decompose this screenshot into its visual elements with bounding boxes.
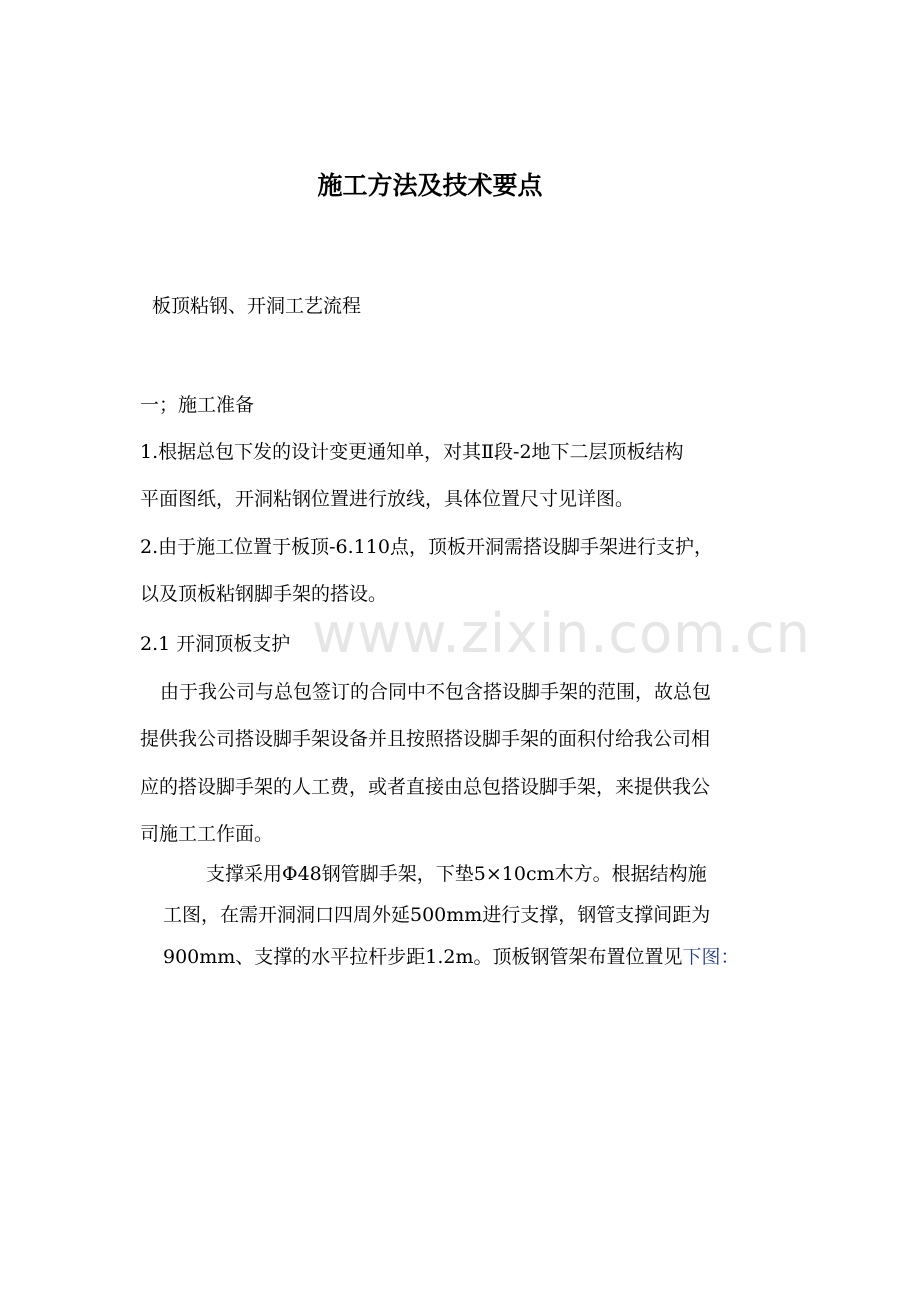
paragraph-1-line-1: 由于我公司与总包签订的合同中不包含搭设脚手架的范围，故总包: [160, 681, 712, 703]
item-2-line-1: 2.由于施工位置于板顶-6.110点，顶板开洞需搭设脚手架进行支护，: [140, 536, 713, 558]
document-subtitle: 板顶粘钢、开洞工艺流程: [152, 295, 362, 317]
item-2-line-2: 以及顶板粘钢脚手架的搭设。: [140, 583, 388, 605]
document-title: 施工方法及技术要点: [317, 171, 543, 200]
paragraph-2-line-2: 工图，在需开洞洞口四周外延500mm进行支撑，钢管支撑间距为: [163, 904, 711, 926]
paragraph-2-line-1: 支撑采用Φ48钢管脚手架，下垫5×10cm木方。根据结构施: [206, 863, 707, 885]
paragraph-2-line-3-text: 900mm、支撑的水平拉杆步距1.2m。顶板钢管架布置位置见: [163, 946, 683, 968]
paragraph-1-line-4: 司施工工作面。: [140, 823, 274, 845]
item-1-line-2: 平面图纸，开洞粘钢位置进行放线，具体位置尺寸见详图。: [140, 488, 635, 510]
watermark-text: www.zixin.com.cn: [312, 602, 811, 665]
section-2-1-heading: 2.1 开洞顶板支护: [140, 633, 291, 655]
item-1-line-1: 1.根据总包下发的设计变更通知单，对其Ⅱ段-2地下二层顶板结构: [140, 441, 684, 463]
section-1-heading: 一；施工准备: [140, 394, 255, 416]
paragraph-2-line-3: [163, 945, 740, 969]
figure-reference-link[interactable]: 下图：: [682, 946, 740, 968]
paragraph-1-line-2: 提供我公司搭设脚手架设备并且按照搭设脚手架的面积付给我公司相: [140, 728, 711, 750]
paragraph-1-line-3: 应的搭设脚手架的人工费，或者直接由总包搭设脚手架，来提供我公: [140, 776, 711, 798]
